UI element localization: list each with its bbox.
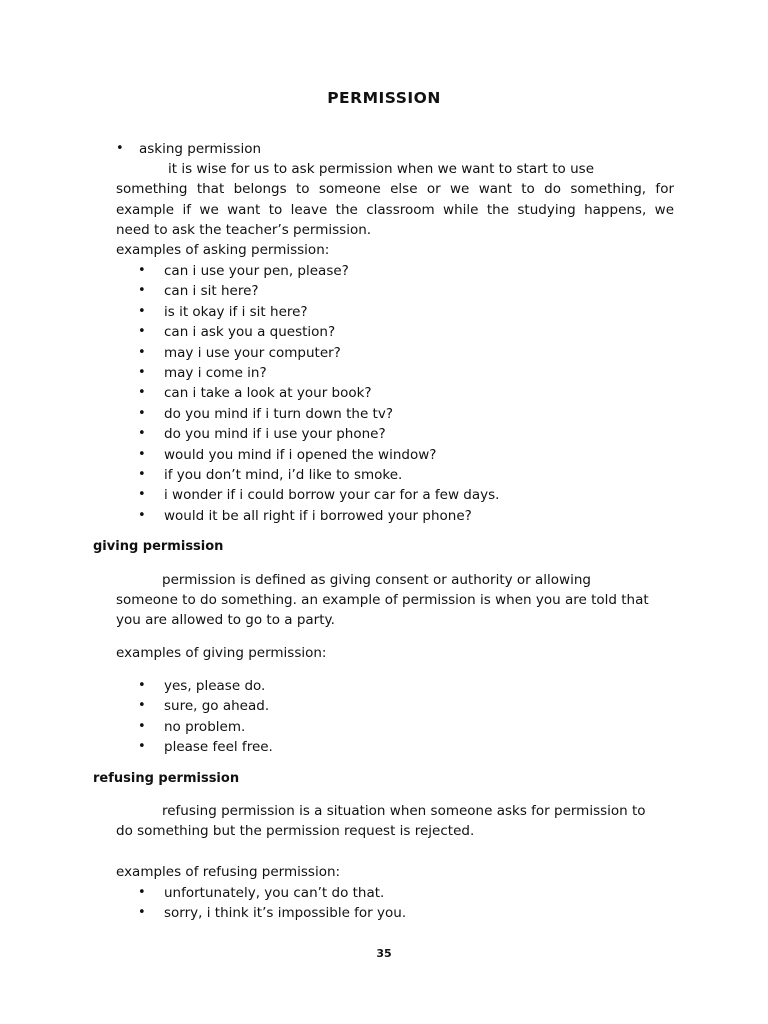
list-item: • no problem. <box>138 717 273 737</box>
list-item: • if you don’t mind, i’d like to smoke. <box>138 465 499 485</box>
asking-paragraph-line: something that belongs to someone else or we want to do something, for <box>116 181 674 197</box>
refusing-examples-list <box>138 883 406 924</box>
list-item: • can i sit here? <box>138 281 499 301</box>
giving-examples-list <box>138 676 273 758</box>
list-item: • can i ask you a question? <box>138 322 499 342</box>
list-item: • do you mind if i use your phone? <box>138 424 499 444</box>
list-item: • may i use your computer? <box>138 343 499 363</box>
asking-paragraph-line: example if we want to leave the classroom while the studying happens, we <box>116 202 674 218</box>
list-item: • yes, please do. <box>138 676 273 696</box>
giving-examples-label: examples of giving permission: <box>116 645 327 661</box>
giving-paragraph-line: permission is defined as giving consent or authority or allowing <box>162 572 591 588</box>
refusing-paragraph-line: refusing permission is a situation when someone asks for permission to <box>162 803 646 819</box>
list-item: • unfortunately, you can’t do that. <box>138 883 406 903</box>
list-item: • sure, go ahead. <box>138 696 273 716</box>
list-item: • would it be all right if i borrowed your phone? <box>138 506 499 526</box>
list-item: • can i take a look at your book? <box>138 383 499 403</box>
asking-examples-label: examples of asking permission: <box>116 242 330 258</box>
bullet-icon: • <box>116 141 124 156</box>
list-item: • please feel free. <box>138 737 273 757</box>
list-item: • sorry, i think it’s impossible for you. <box>138 903 406 923</box>
refusing-examples-label: examples of refusing permission: <box>116 864 341 880</box>
list-item: • do you mind if i turn down the tv? <box>138 404 499 424</box>
list-item: • can i use your pen, please? <box>138 261 499 281</box>
giving-paragraph-line: someone to do something. an example of permission is when you are told that <box>116 592 649 608</box>
asking-paragraph-line: need to ask the teacher’s permission. <box>116 222 372 238</box>
asking-heading: asking permission <box>139 141 262 157</box>
asking-examples-list <box>138 261 499 526</box>
list-item: • may i come in? <box>138 363 499 383</box>
page-number: 35 <box>376 947 392 960</box>
giving-heading: giving permission <box>93 539 224 554</box>
asking-paragraph-line: it is wise for us to ask permission when we want to start to use <box>168 161 595 177</box>
list-item: • i wonder if i could borrow your car for a few days. <box>138 485 499 505</box>
refusing-heading: refusing permission <box>93 771 240 786</box>
list-item: • is it okay if i sit here? <box>138 302 499 322</box>
page-title: PERMISSION <box>327 89 441 107</box>
refusing-paragraph-line: do something but the permission request is rejected. <box>116 823 475 839</box>
list-item: • would you mind if i opened the window? <box>138 445 499 465</box>
giving-paragraph-line: you are allowed to go to a party. <box>116 612 335 628</box>
